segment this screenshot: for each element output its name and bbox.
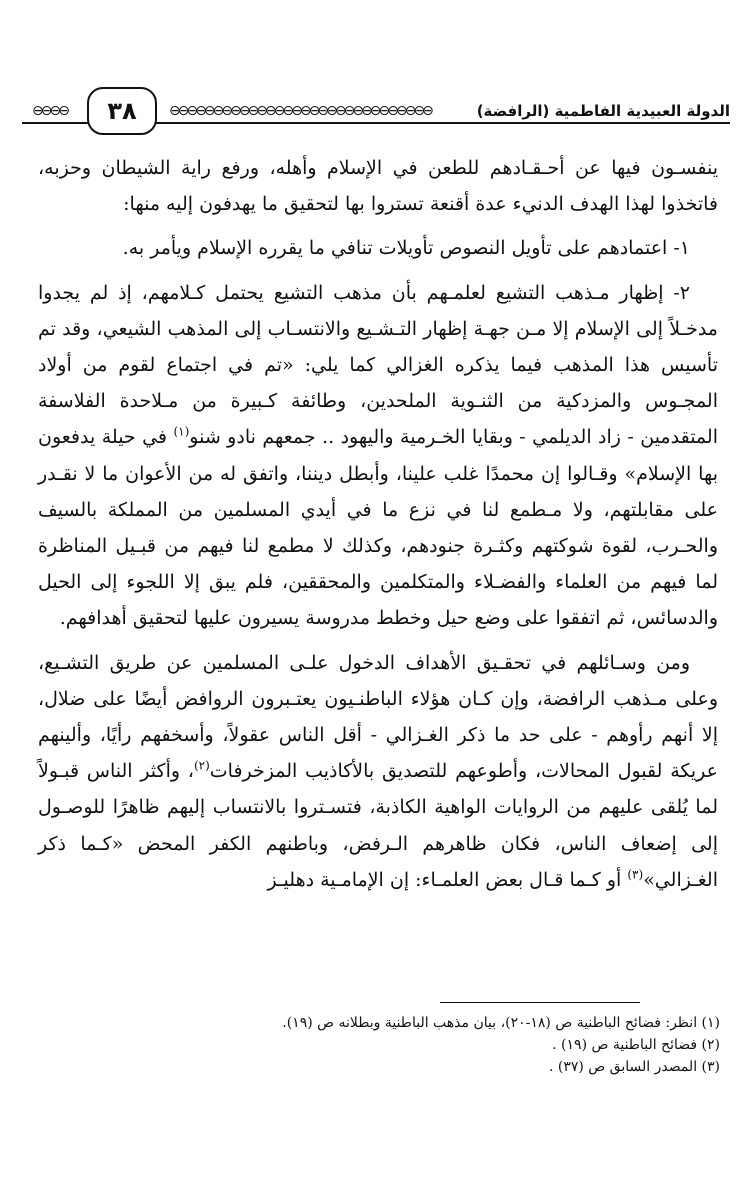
footnote-ref-1: (١) bbox=[173, 425, 190, 440]
footnote-1: (١) انظر: فضائح الباطنية ص (١٨-٢٠)، بيان مذهب الباطنية وبطلانه ص (١٩). bbox=[282, 1015, 720, 1031]
header-ornament-left: ⊖⊖⊖⊖ bbox=[32, 104, 67, 118]
running-header bbox=[22, 82, 730, 142]
running-title: الدولة العبيدية الفاطمية (الرافضة) bbox=[476, 102, 730, 120]
paragraph-point-2-part-a: ٢- إظهار مـذهب التشيع لعلمـهم بأن مذهب التشيع يحتمل كـلامهم، إذ لم يجدوا مدخـلاً إلى الإسلام إلا مـن جهـة إظهار التـشـيع والانتسـاب إلى المذهب الشيعي، وقد تم تأسيس هذا المذهب فيما يذكره الغزالي كما يلي: «تم في اجتماع لقوم من أولاد المجـوس والمزدكية من الثنـوية الملحدين، وطائفة كـبيرة من مـلاحدة الفلاسفة المتقدمين - زاد الديلمي - وبقايا الخـرمية واليهود .. جمعهم نادو شنو bbox=[38, 281, 718, 449]
footnotes bbox=[200, 1012, 720, 1078]
paragraph-means-part-a: ومن وسـائلهم في تحقـيق الأهداف الدخول علـى المسلمين عن طريق التشـيع، وعلى مـذهب الرافضة، وإن كـان هؤلاء الباطنـيون يعتـبرون الروافض أيضًا على ضلال، إلا أنهم رأوهم - على حد ما ذكر الغـزالي - أقل الناس عقولاً، وأسخفهم رأيًا، وألينهم عريكة لقبول المحالات، وأطوعهم للتصديق بالأكاذيب المزخرفات bbox=[38, 651, 718, 783]
footnote-3: (٣) المصدر السابق ص (٣٧) . bbox=[548, 1059, 720, 1075]
footnote-ref-2: (٢) bbox=[193, 758, 210, 773]
paragraph-means-part-b: ، وأكثر الناس قبـولاً لما يُلقى عليهم من الروايات الواهية الكاذبة، فتسـتروا بالانتساب إليهم ظاهرًا للوصـول إلى إضعاف الناس، فكان ظاهرهم الـرفض، وباطنهم الكفر المحض «كـما ذكر الغـزالي» bbox=[38, 760, 718, 891]
main-text bbox=[38, 150, 718, 898]
paragraph-point-2-part-b: في حيلة يدفعون بها الإسلام» وقـالوا إن محمدًا غلب علينا، وأبطل ديننا، واتفق له من الأعوان ما لا نقـدر على مقابلتهم، ولا مـطمع لنا في نزع ما في أيدي المسلمين من المملكة بالسيف والحـرب، لقوة شوكتهم وكثـرة جنودهم، وكذلك لا مطمع لنا فيهم من قبـيل المناظرة لما فيهم من العلماء والفضـلاء والمتكلمين والمحققين، فلم يبق إلا اللجوء إلى الحيل والدسائس، ثم اتفقوا على وضع حيل وخطط مدروسة يسيرون عليها لتحقيق أهدافهم. bbox=[38, 426, 718, 630]
paragraph-intro: ينفسـون فيها عن أحـقـادهم للطعن في الإسلام وأهله، ورفع راية الشيطان وحزبه، فاتخذوا لهذا الهدف الدنيء عدة أقنعة تستروا بها لتحقيق ما يهدفون إليه منها: bbox=[38, 157, 718, 216]
paragraph-point-2 bbox=[38, 275, 718, 637]
header-ornament: ⊖⊖⊖⊖⊖⊖⊖⊖⊖⊖⊖⊖⊖⊖⊖⊖⊖⊖⊖⊖⊖⊖⊖⊖⊖⊖⊖⊖⊖⊖ bbox=[169, 104, 431, 118]
paragraph-means bbox=[38, 645, 718, 898]
footnote-ref-3: (٣) bbox=[627, 867, 644, 882]
paragraph-means-part-c: أو كـما قـال بعض العلمـاء: إن الإمامـية دهليـز bbox=[267, 868, 628, 891]
footnote-separator bbox=[440, 1002, 640, 1003]
page-number: ٣٨ bbox=[87, 87, 157, 135]
footnote-2: (٢) فضائح الباطنية ص (١٩) . bbox=[552, 1037, 720, 1053]
paragraph-point-1: ١- اعتمادهم على تأويل النصوص تأويلات تنافي ما يقرره الإسلام ويأمر به. bbox=[122, 237, 690, 260]
